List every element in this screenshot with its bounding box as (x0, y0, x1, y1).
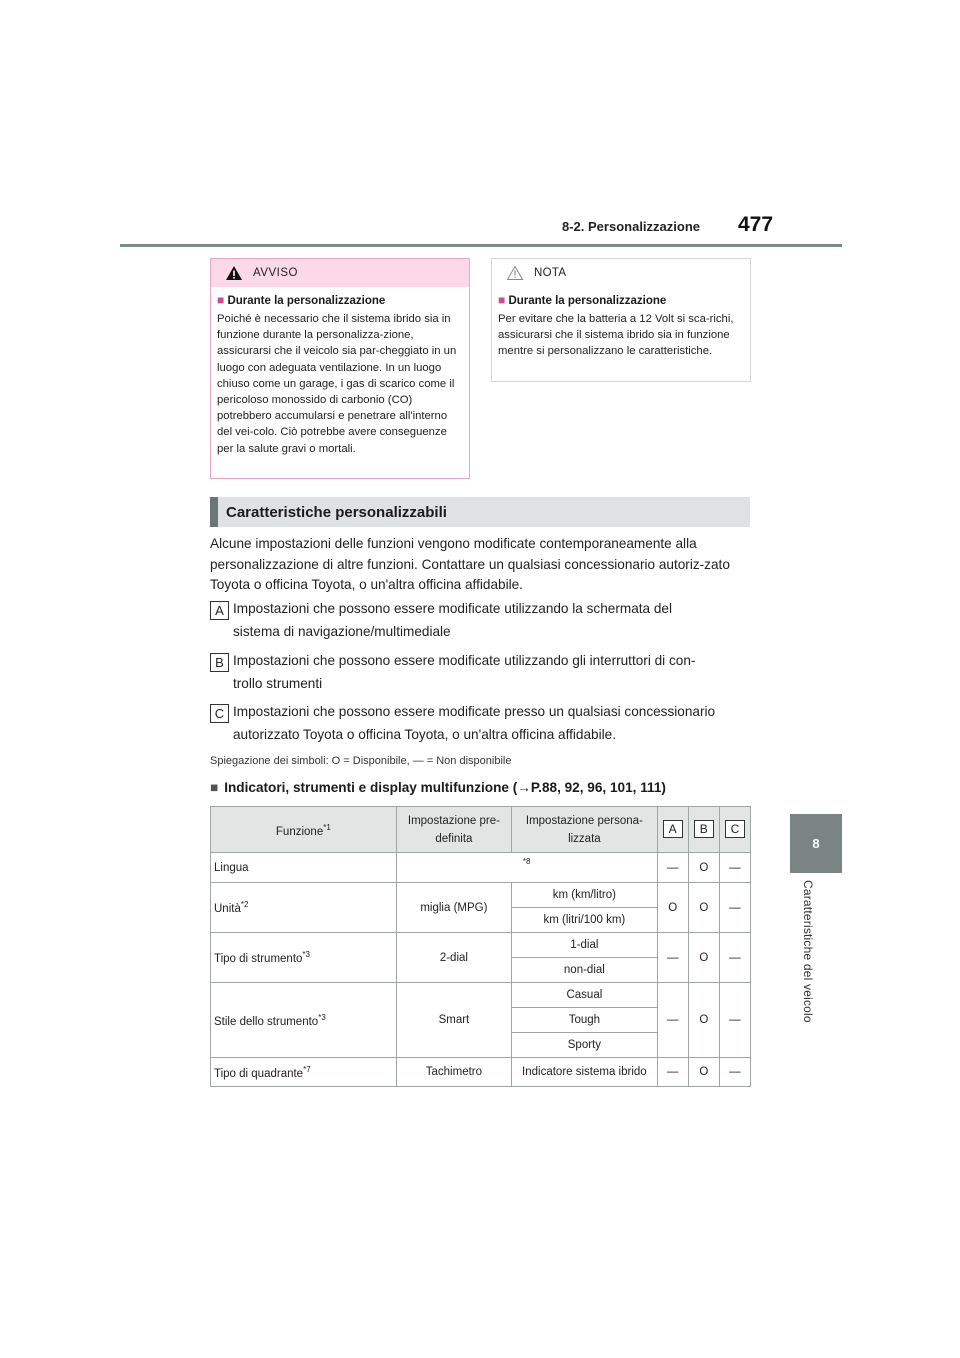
table-row: Tipo di strumento$^{*3}$ 2-dial 1-dial — O — (211, 933, 751, 958)
section-reference: 8-2. Personalizzazione (562, 219, 700, 234)
note-header (492, 259, 750, 287)
header-function: Funzione$^{*1}$ (211, 807, 397, 853)
header-a: A (657, 807, 688, 853)
note-title: NOTA (534, 267, 567, 279)
warning-icon (225, 265, 243, 281)
chapter-label: Caratteristiche del veicolo (801, 880, 815, 1023)
header-custom: Impostazione persona- lizzata (512, 807, 658, 853)
option-a: A Impostazioni che possono essere modificate utilizzando la schermata del sistema di navigazione/multimediale (210, 598, 770, 643)
warning-header (211, 259, 469, 287)
table-row: Unità$^{*2}$ miglia (MPG) km (km/litro) O O — (211, 883, 751, 908)
table-row: non-dial (211, 958, 751, 983)
warning-body: Poiché è necessario che il sistema ibrido sia in funzione durante la personalizza-zione, assicurarsi che il veicolo sia par-cheggiato in un luogo con adeguata ventilazione. In un luogo chiuso come un garage, i gas di scarico come il pericoloso monossido di carbonio (CO) potrebbero accumularsi e penetrare all'interno del vei-colo. Ciò potrebbe avere conseguenze per la salute gravi o mortali. (217, 313, 457, 455)
table-row: Stile dello strumento$^{*3}$ Smart Casual — O — (211, 983, 751, 1008)
badge-c: C (210, 704, 229, 723)
note-body: Per evitare che la batteria a 12 Volt si sca-richi, assicurarsi che il sistema ibrido sia in funzione mentre si personalizzano le caratteristiche. (498, 313, 734, 358)
square-bullet-icon: ■ (217, 293, 225, 307)
note-subtitle: ■ Durante la personalizzazione (498, 293, 667, 307)
page-number: 477 (738, 213, 774, 236)
table-row: Tipo di quadrante$^{*7}$ Tachimetro Indicatore sistema ibrido — O — (211, 1058, 751, 1087)
warning-box (210, 258, 470, 479)
badge-a: A (210, 601, 229, 620)
note-box (491, 258, 751, 382)
header-c: C (719, 807, 750, 853)
intro-paragraph: Alcune impostazioni delle funzioni vengono modificate contemporaneamente alla personalizzazione di altre funzioni. Contattare un qualsiasi concessionario autoriz-zato Toyota o officina Toyota, o un'altra officina affidabile. (210, 536, 730, 592)
option-c: C Impostazioni che possono essere modificate presso un qualsiasi concessionario autorizzato Toyota o officina Toyota, o un'altra officina affidabile. (210, 701, 770, 746)
warning-subtitle: ■ Durante la personalizzazione (217, 293, 386, 307)
table-header-row (211, 807, 751, 853)
header-rule (120, 244, 842, 247)
square-bullet-icon: ■ (498, 293, 506, 307)
customization-table (210, 806, 751, 1087)
square-bullet-icon: ■ (210, 780, 219, 795)
warning-title: AVVISO (253, 267, 298, 279)
table-row: km (litri/100 km) (211, 908, 751, 933)
table-row: Lingua *8 — O — (211, 853, 751, 883)
section-heading: Caratteristiche personalizzabili (210, 497, 750, 527)
caution-outline-icon (506, 265, 524, 281)
option-b: B Impostazioni che possono essere modificate utilizzando gli interruttori di con- trollo strumenti (210, 650, 770, 695)
badge-b: B (210, 653, 229, 672)
table-row: Sporty (211, 1033, 751, 1058)
table-subheading: ■ Indicatori, strumenti e display multifunzione (→P.88, 92, 96, 101, 111) (210, 780, 666, 795)
symbol-legend: Spiegazione dei simboli: O = Disponibile, — = Non disponibile (210, 755, 512, 767)
header-b: B (688, 807, 719, 853)
table-row: Tough (211, 1008, 751, 1033)
header-default: Impostazione pre- definita (396, 807, 511, 853)
chapter-tab: 8 (790, 814, 842, 873)
